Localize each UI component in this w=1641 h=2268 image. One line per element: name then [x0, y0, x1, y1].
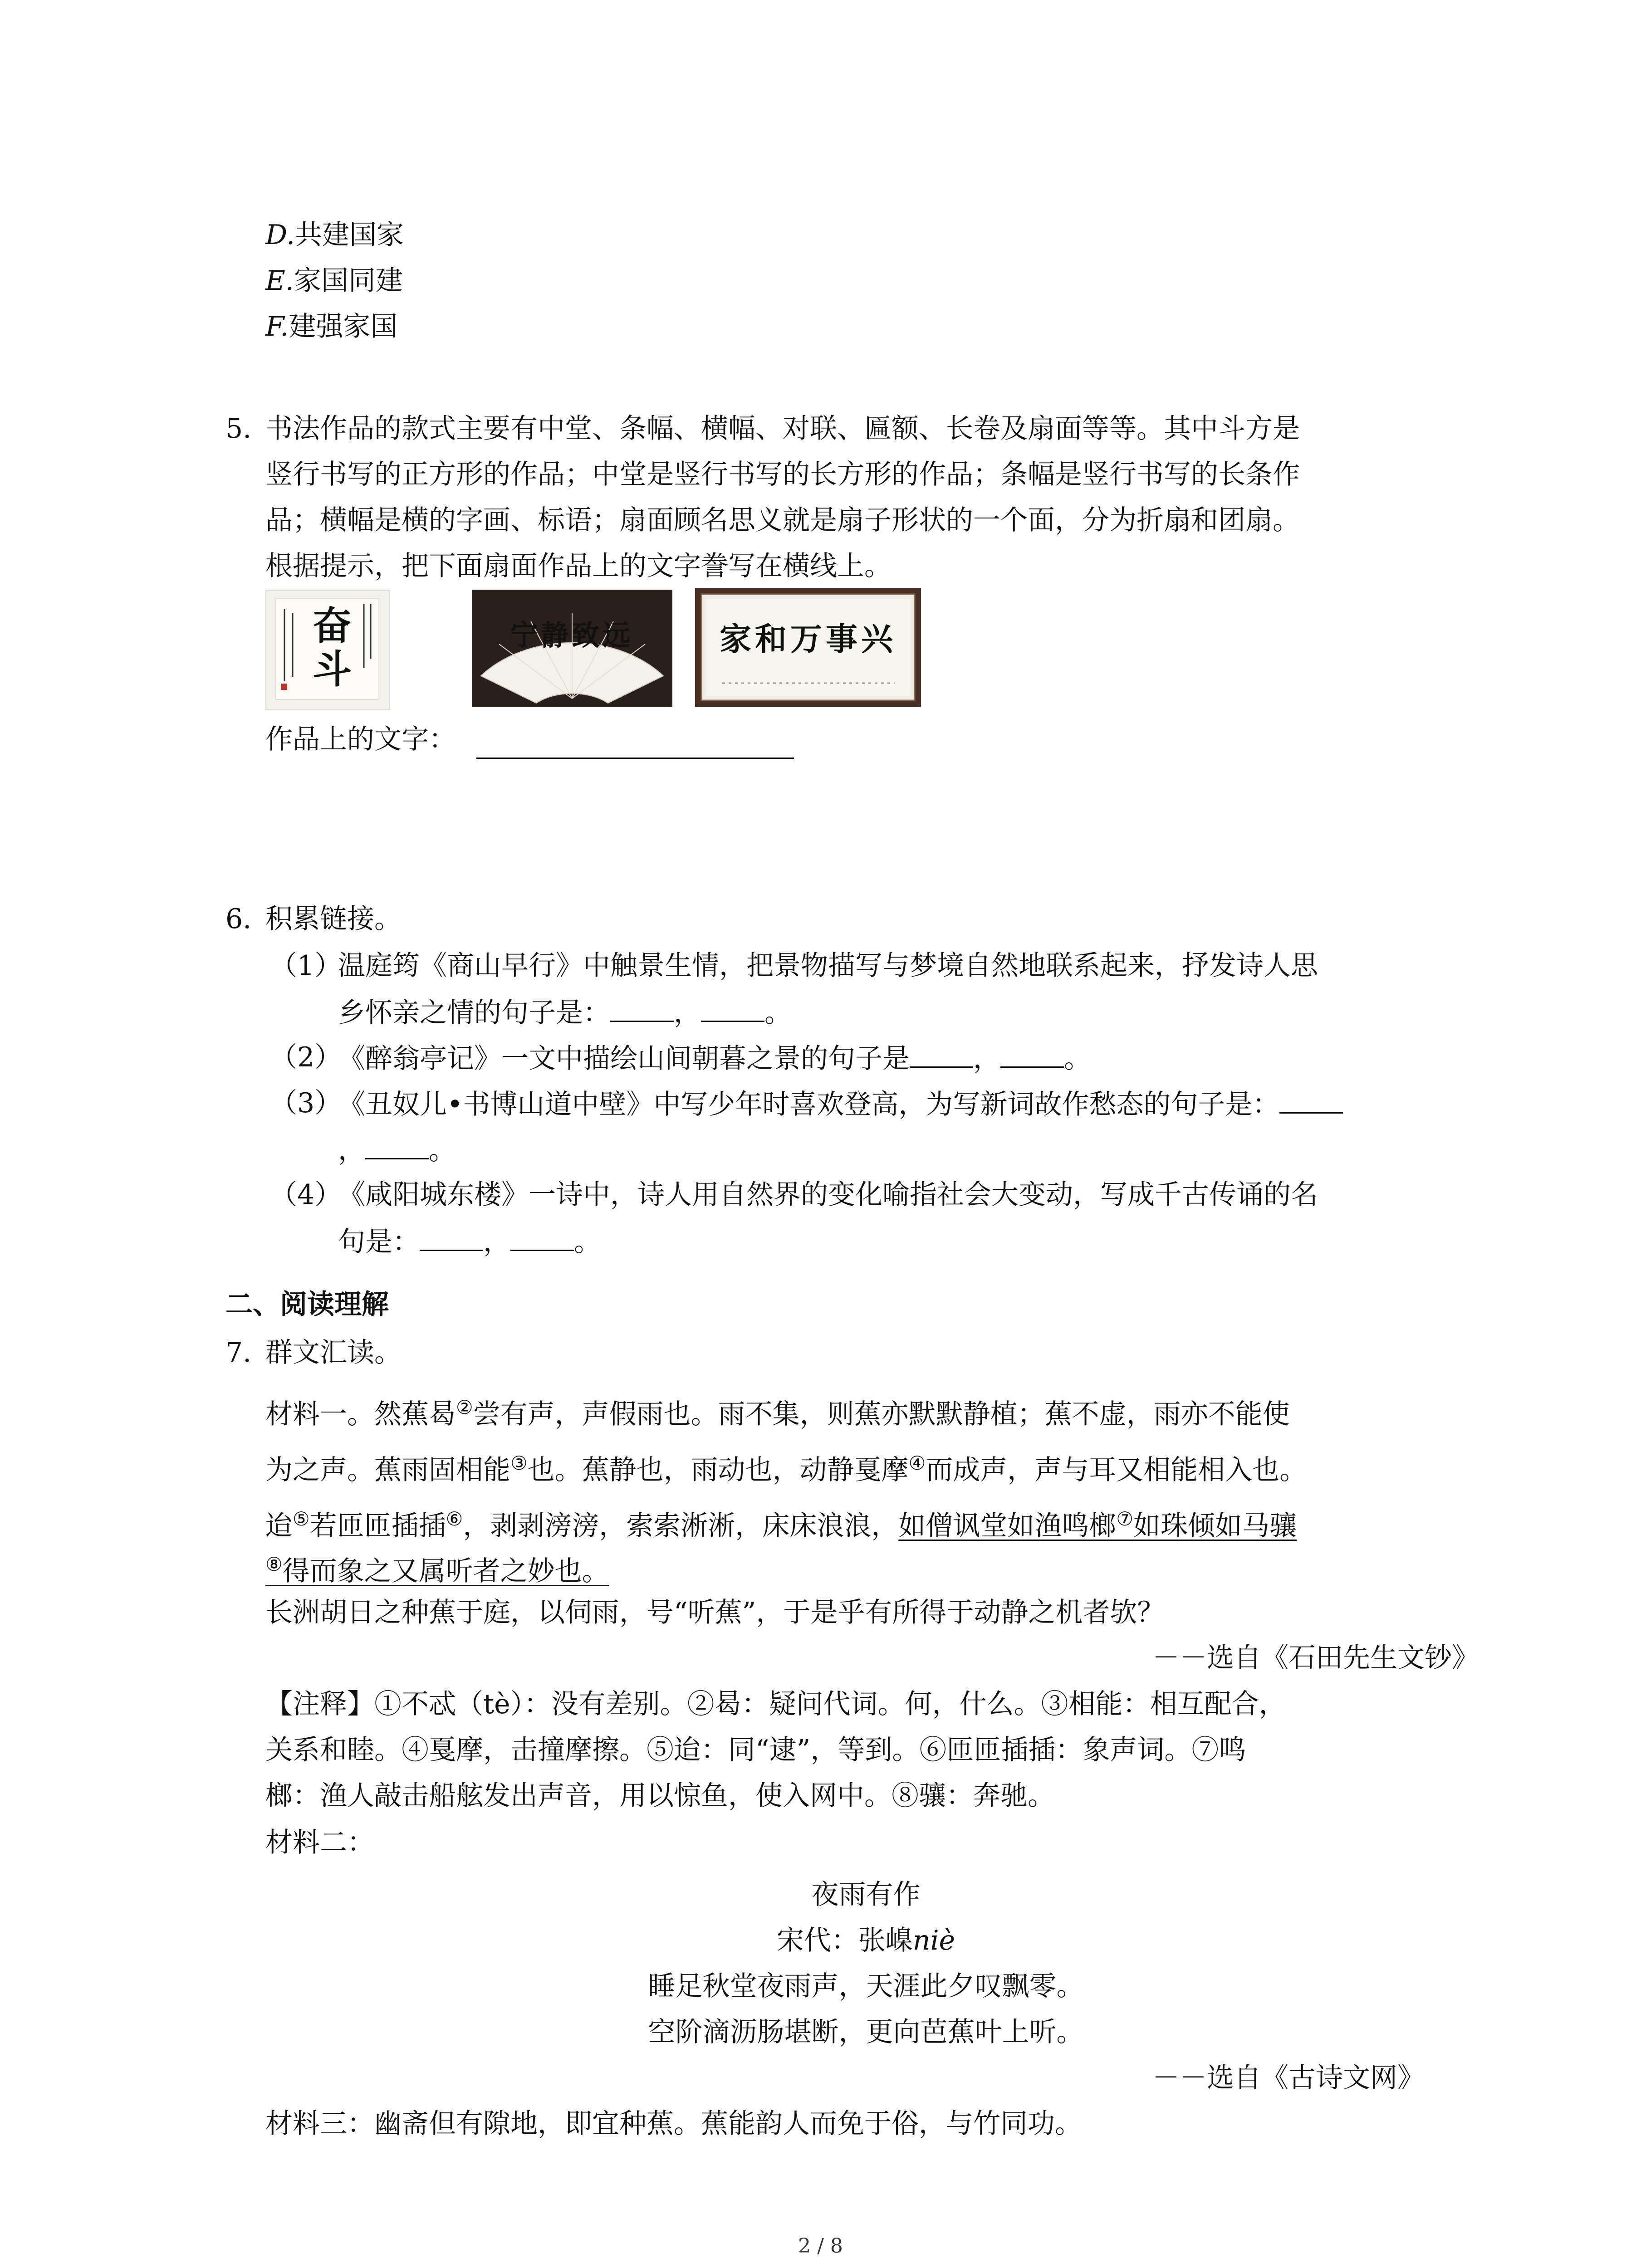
material-2-source: －－选自《古诗文网》	[1152, 2062, 1425, 2094]
notes-line-1: 【注释】①不忒（tè）：没有差别。②曷：疑问代词。何，什么。③相能：相互配合，	[265, 1688, 1286, 1720]
calligraphy-horizontal-image	[695, 588, 921, 707]
material-1-line-1	[265, 1398, 1290, 1428]
calligraphy-fan-chars: 宁静致远	[509, 619, 633, 652]
q6-part-2-blank-1[interactable]	[910, 1044, 973, 1068]
q6-part-2-line	[338, 1043, 1091, 1075]
q6-part-1-blank-2[interactable]	[701, 998, 764, 1022]
option-f-letter: F.	[265, 311, 289, 342]
material-1-line-4	[265, 1555, 609, 1585]
material-1-text-1b: 尝有声，声假雨也。雨不集，则蕉亦默默静植；蕉不虚，雨亦不能使	[473, 1398, 1290, 1430]
q6-part-1-line-1: 温庭筠《商山早行》中触景生情，把景物描写与梦境自然地联系起来，抒发诗人思	[338, 950, 1318, 982]
calligraphy-fan-image	[472, 590, 672, 707]
material-1-line-2	[265, 1454, 1307, 1484]
q5-line-4: 根据提示，把下面扇面作品上的文字誊写在横线上。	[265, 550, 892, 582]
material-1-text-4a: 得而象之又属听者之妙也。	[282, 1555, 609, 1587]
option-d-text: 共建国家	[295, 219, 404, 251]
footnote-marker-3: ③	[510, 1452, 528, 1474]
material-1-text-3a: 迨	[265, 1510, 293, 1542]
q7-number: 7.	[225, 1337, 252, 1369]
q6-part-2-number: （2）	[270, 1041, 342, 1073]
option-f-text: 建强家国	[289, 311, 398, 342]
q6-part-2-comma: ，	[973, 1043, 1000, 1075]
calligraphy-square-image	[265, 590, 390, 710]
q6-part-3-comma: ，	[338, 1134, 365, 1166]
material-1-text-2a: 为之声。蕉雨固相能	[265, 1454, 510, 1486]
material-1-text-2c: 而成声，声与耳又相能相入也。	[926, 1454, 1307, 1486]
q5-answer-line[interactable]	[476, 758, 794, 759]
material-1-line-3	[265, 1510, 1297, 1540]
q6-part-2-blank-2[interactable]	[1000, 1044, 1064, 1068]
poem-line-2: 空阶滴沥肠堪断，更向芭蕉叶上听。	[648, 2016, 1084, 2048]
q6-part-3-blank-1[interactable]	[1279, 1090, 1343, 1114]
page-number: 2 / 8	[798, 2234, 843, 2258]
q6-part-4-line-1: 《咸阳城东楼》一诗中，诗人用自然界的变化喻指社会大变动，写成千古传诵的名	[338, 1179, 1318, 1211]
q6-part-1-prompt: 乡怀亲之情的句子是：	[338, 997, 610, 1029]
option-d-letter: D.	[265, 219, 295, 251]
material-3: 材料三：幽斋但有隙地，即宜种蕉。蕉能韵人而免于俗，与竹同功。	[265, 2108, 1082, 2140]
q6-part-2-prompt: 《醉翁亭记》一文中描绘山间朝暮之景的句子是	[338, 1043, 910, 1075]
q5-line-1: 书法作品的款式主要有中堂、条幅、横幅、对联、匾额、长卷及扇面等等。其中斗方是	[265, 413, 1300, 445]
q6-number: 6.	[225, 903, 252, 935]
q6-part-4-comma: ，	[483, 1226, 510, 1258]
material-1-source: －－选自《石田先生文钞》	[1152, 1642, 1479, 1674]
option-e-text: 家国同建	[294, 265, 403, 297]
poem-author-pinyin: niè	[912, 1925, 955, 1956]
q6-part-1-comma: ，	[674, 997, 701, 1029]
q6-part-4-number: （4）	[270, 1179, 342, 1211]
q6-part-3-line-2	[338, 1135, 456, 1164]
q5-answer-label: 作品上的文字：	[265, 723, 456, 755]
q6-part-2-period: 。	[1064, 1043, 1091, 1075]
q6-part-4-prompt: 句是：	[338, 1226, 420, 1258]
q6-part-4-line-2	[338, 1227, 601, 1256]
q6-title: 积累链接。	[265, 903, 402, 935]
option-e-letter: E.	[265, 265, 294, 297]
option-d	[265, 221, 404, 249]
q5-line-2: 竖行书写的正方形的作品；中堂是竖行书写的长方形的作品；条幅是竖行书写的长条作	[265, 459, 1300, 490]
q6-part-1-period: 。	[764, 997, 792, 1029]
footnote-marker-6: ⑥	[446, 1508, 463, 1530]
section-2-title: 二、阅读理解	[225, 1289, 389, 1320]
q6-part-1-number: （1）	[270, 950, 342, 982]
calligraphy-square-chars: 奋斗	[313, 603, 352, 692]
material-1-text-3d: 如僧讽堂如渔鸣榔	[898, 1510, 1117, 1542]
q6-part-1-blank-1[interactable]	[610, 998, 674, 1022]
material-1-text-3b: 若匝匝插插	[309, 1510, 446, 1542]
q6-part-3-prompt: 《丑奴儿•书博山道中壁》中写少年时喜欢登高，为写新词故作愁态的句子是：	[338, 1089, 1280, 1120]
q6-part-3-line-1	[338, 1090, 1343, 1118]
q6-part-3-blank-2[interactable]	[365, 1135, 429, 1159]
poem-line-1: 睡足秋堂夜雨声，天涯此夕叹飘零。	[648, 1970, 1084, 2002]
option-e	[265, 265, 403, 297]
material-1-underlined-phrase-2	[265, 1555, 609, 1587]
notes-line-3: 榔：渔人敲击船舷发出声音，用以惊鱼，使入网中。⑧骧：奔驰。	[265, 1780, 1055, 1812]
material-2-label: 材料二：	[265, 1827, 374, 1858]
material-1-line-5: 长洲胡日之种蕉于庭，以伺雨，号“听蕉”，于是乎有所得于动静之机者欤？	[265, 1597, 1165, 1628]
footnote-marker-2: ②	[456, 1396, 473, 1418]
q6-part-4-blank-2[interactable]	[510, 1227, 574, 1251]
q5-number: 5.	[225, 413, 252, 445]
footnote-marker-7: ⑦	[1116, 1508, 1133, 1530]
material-1-text-3e: 如珠倾如马骧	[1133, 1510, 1297, 1542]
q7-title: 群文汇读。	[265, 1337, 402, 1369]
material-1-text-1a: 材料一。然蕉曷	[265, 1398, 456, 1430]
material-1-text-3c: ，剥剥滂滂，索索淅淅，床床浪浪，	[463, 1510, 899, 1542]
footnote-marker-8: ⑧	[265, 1553, 283, 1575]
q6-part-1-line-2	[338, 997, 792, 1029]
q5-line-3: 品；横幅是横的字画、标语；扇面顾名思义就是扇子形状的一个面，分为折扇和团扇。	[265, 504, 1300, 536]
poem-author	[0, 1927, 1641, 1954]
q6-part-4-blank-1[interactable]	[420, 1227, 483, 1251]
footnote-marker-5: ⑤	[293, 1508, 310, 1530]
material-1-text-2b: 也。蕉静也，雨动也，动静戛摩	[527, 1454, 909, 1486]
notes-line-2: 关系和睦。④戛摩，击撞摩擦。⑤迨：同“逮”，等到。⑥匝匝插插：象声词。⑦鸣	[265, 1734, 1246, 1766]
q6-part-3-period: 。	[429, 1134, 456, 1166]
footnote-marker-4: ④	[908, 1452, 926, 1474]
poem-title: 夜雨有作	[811, 1879, 921, 1911]
poem-author-name: 宋代：张嵲	[776, 1925, 913, 1956]
q6-part-4-period: 。	[574, 1226, 601, 1258]
material-1-underlined-phrase-1	[898, 1510, 1297, 1542]
option-f	[265, 313, 397, 340]
q6-part-3-number: （3）	[270, 1087, 342, 1119]
calligraphy-horizontal-chars: 家和万事兴	[720, 620, 896, 658]
